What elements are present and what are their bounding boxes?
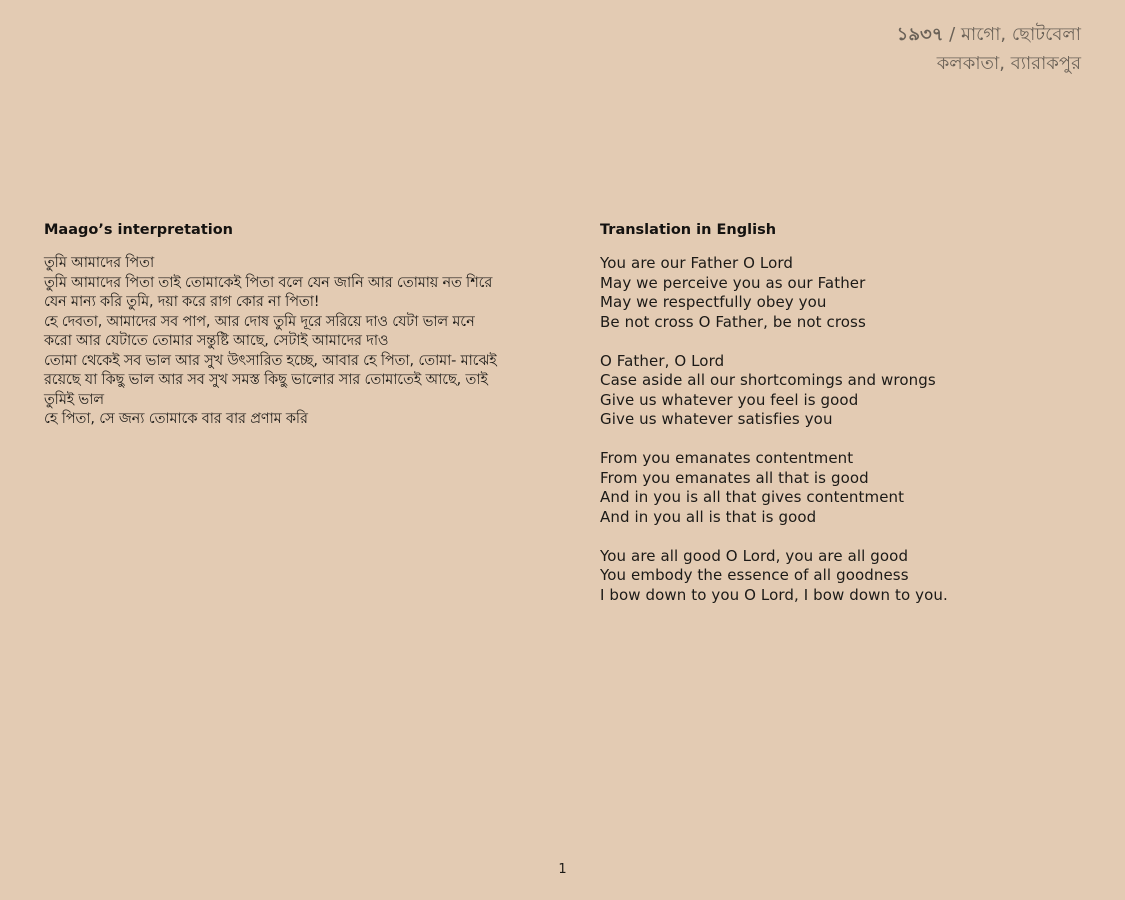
- english-line: May we perceive you as our Father: [600, 273, 866, 292]
- english-line: Be not cross O Father, be not cross: [600, 312, 866, 331]
- bengali-text: [44, 254, 534, 430]
- bengali-line: হে দেবতা, আমাদের সব পাপ, আর দোষ তুমি দূরে সরিয়ে দাও যেটা ভাল মনে: [44, 313, 475, 330]
- english-line: I bow down to you O Lord, I bow down to you.: [600, 585, 948, 604]
- header-separator: /: [943, 24, 961, 45]
- page-number: 1: [558, 862, 567, 877]
- header-title-line: [897, 20, 1081, 49]
- english-line: O Father, O Lord: [600, 351, 725, 370]
- bengali-line: রয়েছে যা কিছু ভাল আর সব সুখ সমস্ত কিছু ভালোর সার তোমাতেই আছে, তাই: [44, 372, 488, 388]
- page-header: [897, 20, 1081, 78]
- bengali-line: তুমি আমাদের পিতা তাই তোমাকেই পিতা বলে যেন জানি আর তোমায় নত শিরে: [44, 274, 493, 291]
- header-title: মাগো, ছোটবেলা: [960, 24, 1081, 45]
- english-line: You embody the essence of all goodness: [600, 566, 909, 584]
- english-line: May we respectfully obey you: [600, 293, 827, 311]
- english-column-title: Translation in English: [600, 222, 777, 238]
- bengali-line: তুমিই ভাল: [44, 391, 104, 408]
- english-line: You are our Father O Lord: [600, 254, 794, 272]
- bengali-line: হে পিতা, সে জন্য তোমাকে বার বার প্রণাম করি: [44, 411, 308, 427]
- english-line: And in you is all that gives contentment: [600, 488, 905, 506]
- english-text: [600, 254, 1080, 605]
- english-line: Give us whatever satisfies you: [600, 410, 833, 428]
- bengali-line: যেন মান্য করি তুমি, দয়া করে রাগ কোর না পিতা!: [44, 294, 320, 310]
- bengali-line: তুমি আমাদের পিতা: [44, 255, 154, 271]
- bengali-line: তোমা থেকেই সব ভাল আর সুখ উৎসারিত হচ্ছে, আবার হে পিতা, তোমা- মাঝেই: [44, 352, 497, 369]
- bengali-column-title: Maago’s interpretation: [44, 222, 234, 238]
- english-line: Case aside all our shortcomings and wrongs: [600, 371, 936, 389]
- english-line: Give us whatever you feel is good: [600, 390, 859, 409]
- bengali-line: করো আর যেটাতে তোমার সন্তুষ্টি আছে, সেটাই আমাদের দাও: [44, 333, 389, 349]
- english-line: From you emanates contentment: [600, 449, 854, 467]
- header-place: কলকাতা, ব্যারাকপুর: [936, 53, 1081, 74]
- header-year: ১৯৩৭: [896, 24, 944, 45]
- english-line: From you emanates all that is good: [600, 468, 869, 487]
- stanza-2: [600, 352, 1080, 430]
- english-column: [600, 220, 1080, 605]
- english-line: And in you all is that is good: [600, 507, 817, 526]
- bengali-column: [44, 220, 534, 430]
- stanza-1: [600, 254, 1080, 332]
- stanza-3: [600, 449, 1080, 527]
- stanza-4: [600, 547, 1080, 606]
- english-line: You are all good O Lord, you are all good: [600, 546, 909, 565]
